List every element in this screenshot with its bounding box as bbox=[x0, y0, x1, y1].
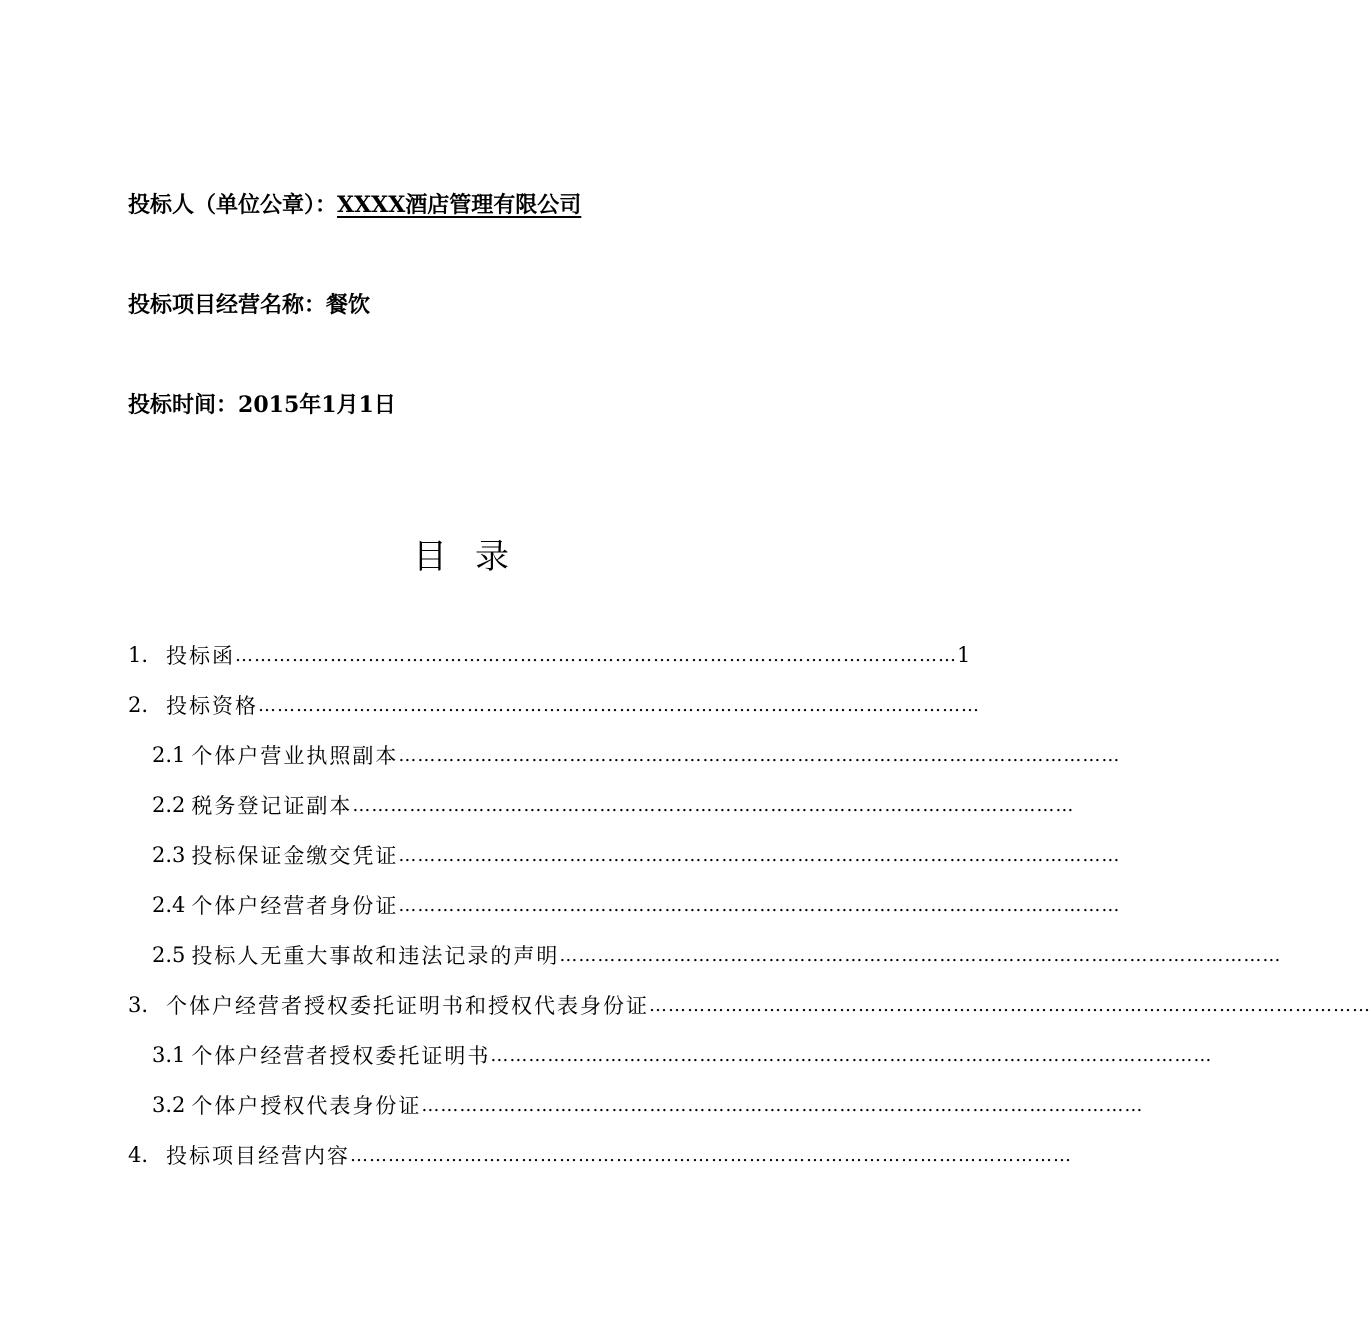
toc-item-2-1[interactable] bbox=[152, 740, 1121, 770]
time-label: 投标时间： bbox=[128, 392, 239, 418]
toc-leader: …………………………………………………………………………………………………… bbox=[559, 944, 1282, 966]
toc-item-number: 2.1 bbox=[152, 743, 186, 767]
toc-item-label: 个体户经营者身份证 bbox=[191, 894, 399, 918]
toc-item-2[interactable] bbox=[128, 690, 980, 720]
bidder-value: XXXX酒店管理有限公司 bbox=[337, 192, 582, 218]
toc-leader: …………………………………………………………………………………………………… bbox=[398, 844, 1121, 866]
bidder-line bbox=[128, 190, 611, 220]
toc-item-4[interactable] bbox=[128, 1140, 1072, 1170]
toc-item-2-3[interactable] bbox=[152, 840, 1121, 870]
toc-item-label: 个体户授权代表身份证 bbox=[191, 1094, 422, 1118]
time-value: 2015年1月1日 bbox=[238, 392, 396, 418]
toc-item-label: 投标保证金缴交凭证 bbox=[191, 844, 399, 868]
toc-leader: …………………………………………………………………………………………………… bbox=[352, 794, 1075, 816]
toc-item-label: 个体户经营者授权委托证明书和授权代表身份证 bbox=[166, 994, 649, 1018]
toc-item-3-2[interactable] bbox=[152, 1090, 1144, 1120]
toc-item-label: 投标项目经营内容 bbox=[166, 1144, 350, 1168]
toc-item-1[interactable] bbox=[128, 640, 971, 670]
bidder-label: 投标人（单位公章）： bbox=[128, 192, 338, 218]
time-line bbox=[128, 390, 396, 420]
toc-item-number: 4. bbox=[128, 1143, 149, 1167]
toc-item-number: 3. bbox=[128, 993, 149, 1017]
toc-item-2-2[interactable] bbox=[152, 790, 1075, 820]
toc-leader: …………………………………………………………………………………………………… bbox=[421, 1094, 1144, 1116]
toc-item-3-1[interactable] bbox=[152, 1040, 1213, 1070]
toc-leader: …………………………………………………………………………………………………… bbox=[258, 694, 980, 716]
toc-item-number: 3.2 bbox=[152, 1093, 186, 1117]
toc-item-number: 1. bbox=[128, 643, 149, 667]
toc-leader: …………………………………………………………………………………………………… bbox=[398, 744, 1121, 766]
project-line bbox=[128, 290, 370, 320]
toc-leader: …………………………………………………………………………………………………… bbox=[490, 1044, 1213, 1066]
toc-item-number: 2.3 bbox=[152, 843, 186, 867]
toc-item-label: 个体户经营者授权委托证明书 bbox=[191, 1044, 491, 1068]
toc-item-number: 2. bbox=[128, 693, 149, 717]
toc-item-label: 个体户营业执照副本 bbox=[191, 744, 399, 768]
toc-item-label: 投标人无重大事故和违法记录的声明 bbox=[191, 944, 560, 968]
toc-leader: …………………………………………………………………………………………………… bbox=[398, 894, 1121, 916]
toc-item-number: 2.5 bbox=[152, 943, 186, 967]
toc-item-label: 税务登记证副本 bbox=[191, 794, 353, 818]
toc-item-2-5[interactable] bbox=[152, 940, 1282, 970]
toc-item-number: 2.2 bbox=[152, 793, 186, 817]
project-value: 餐饮 bbox=[326, 292, 371, 318]
toc-item-page: 1 bbox=[957, 643, 971, 667]
toc-title: 目录 bbox=[413, 537, 537, 577]
toc-item-label: 投标资格 bbox=[166, 694, 258, 718]
toc-leader: …………………………………………………………………………………………………… bbox=[649, 994, 1371, 1016]
toc-item-number: 3.1 bbox=[152, 1043, 186, 1067]
project-label: 投标项目经营名称： bbox=[128, 292, 327, 318]
toc-item-2-4[interactable] bbox=[152, 890, 1121, 920]
toc-item-label: 投标函 bbox=[166, 644, 235, 668]
toc-leader: …………………………………………………………………………………………………… bbox=[350, 1144, 1072, 1166]
toc-item-3[interactable] bbox=[128, 990, 1371, 1020]
toc-item-number: 2.4 bbox=[152, 893, 186, 917]
toc-leader: …………………………………………………………………………………………………… bbox=[235, 644, 957, 666]
